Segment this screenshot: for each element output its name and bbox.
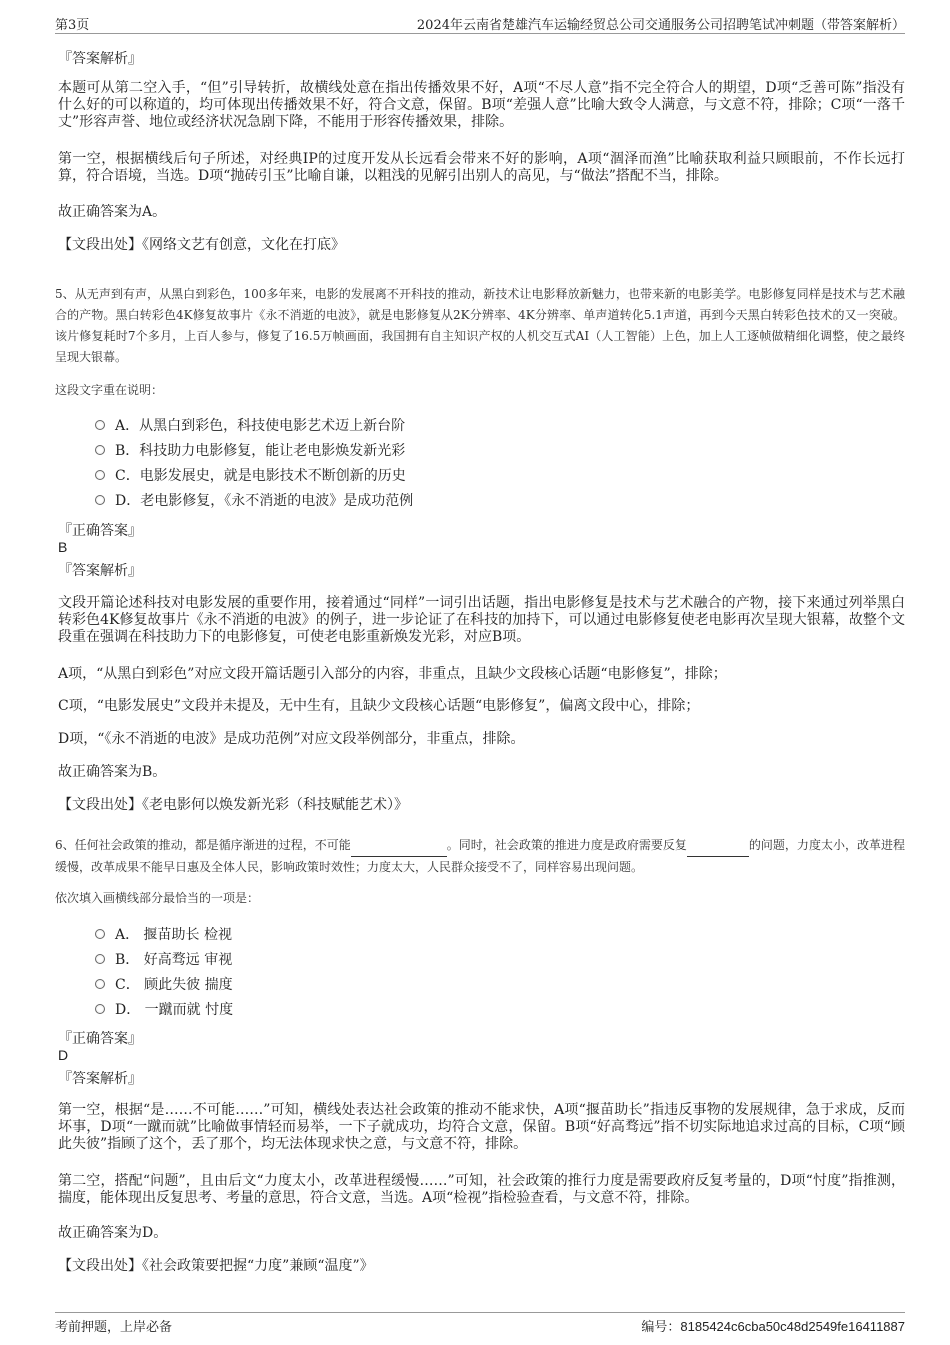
analysis-paragraph: 第一空，根据横线后句子所述，对经典IP的过度开发从长远看会带来不好的影响，A项“涸泽而渔”比喻获取利益只顾眼前，不作长远打算，符合语境，当选。D项“抛砖引玉”比喻自谦，以粗浅的见解引出别人的高见，与“做法”搭配不当，排除。 (58, 151, 905, 184)
question-5-option-a[interactable] (95, 415, 405, 435)
question-6-prompt: 依次填入画横线部分最恰当的一项是： (55, 891, 260, 905)
analysis-paragraph: D项，“《永不消逝的电波》是成功范例”对应文段举例部分，非重点，排除。 (58, 731, 525, 747)
analysis-paragraph: A项，“从黑白到彩色”对应文段开篇话题引入部分的内容，非重点，且缺少文段核心话题“电影修复”，排除； (58, 666, 727, 682)
question-6-option-b[interactable] (95, 949, 232, 969)
question-5-option-b[interactable] (95, 440, 405, 460)
answer-analysis-label: 『答案解析』 (58, 1071, 142, 1087)
option-label: D． 一蹴而就 忖度 (115, 1002, 234, 1018)
page-number: 第3页 (55, 18, 90, 33)
option-label: B．科技助力电影修复，能让老电影焕发新光彩 (115, 443, 406, 459)
radio-icon[interactable] (95, 979, 105, 989)
option-label: D．老电影修复，《永不消逝的电波》是成功范例 (115, 493, 414, 509)
document-title: 2024年云南省楚雄汽车运输经贸总公司交通服务公司招聘笔试冲刺题（带答案解析） (416, 18, 905, 33)
radio-icon[interactable] (95, 420, 105, 430)
analysis-paragraph: 本题可从第二空入手，“但”引导转折，故横线处意在指出传播效果不好，A项“不尽人意”指不完全符合人的期望，D项“乏善可陈”指没有什么好的可以称道的，均可体现出传播效果不好，符合文意，保留。B项“差强人意”比喻大致令人满意，与文意不符，排除；C项“一落千丈”形容声誉、地位或经济状况急剧下降，不能用于形容传播效果，排除。 (58, 80, 905, 130)
conclusion: 故正确答案为A。 (58, 204, 167, 220)
analysis-paragraph: 第一空，根据“是……不可能……”可知，横线处表达社会政策的推动不能求快，A项“揠苗助长”指违反事物的发展规律，急于求成，反而坏事，D项“一蹴而就”比喻做事情轻而易举，一下子就成功，均符合文意，保留。B项“好高骛远”指不切实际地追求过高的目标，C项“顾此失彼”指顾了这个，丢了那个，均无法体现求快之意，与文意不符，排除。 (58, 1102, 905, 1152)
source-citation: 【文段出处】《老电影何以焕发新光彩（科技赋能艺术）》 (58, 797, 408, 813)
option-label: C． 顾此失彼 揣度 (115, 977, 233, 993)
option-label: A．从黑白到彩色，科技使电影艺术迈上新台阶 (115, 418, 406, 434)
answer-analysis-label: 『答案解析』 (58, 563, 142, 579)
source-citation: 【文段出处】《社会政策要把握“力度”兼顾“温度”》 (58, 1258, 374, 1274)
question-6-text-part: 的问题，力度太小，改革进程缓慢，改革成果不能早日惠及全体人民，影响政策时效性；力度太大，人民群众接受不了，同样容易出现问题。 (55, 838, 905, 874)
option-label: C．电影发展史，就是电影技术不断创新的历史 (115, 468, 406, 484)
radio-icon[interactable] (95, 445, 105, 455)
document-body (55, 40, 905, 1302)
fill-blank (687, 835, 749, 857)
question-5-text: 5、从无声到有声，从黑白到彩色，100多年来，电影的发展离不开科技的推动，新技术让电影释放新魅力，也带来新的电影美学。电影修复同样是技术与艺术融合的产物。黑白转彩色4K修复故事片《永不消逝的电波》，就是电影修复从2K分辨率、4K分辨率、单声道转化5.1声道，再到今天黑白转彩色技术的又一突破。该片修复耗时7个多月，上百人参与，修复了16.5万帧画面，我国拥有自主知识产权的人机交互式AI（人工智能）上色，加上人工逐帧做精细化调整，使之最终呈现大银幕。 (55, 287, 905, 364)
radio-icon[interactable] (95, 1004, 105, 1014)
question-6-option-a[interactable] (95, 924, 232, 944)
question-6-text-part: 。同时，社会政策的推进力度是政府需要反复 (446, 838, 687, 852)
fill-blank (351, 835, 447, 857)
option-label: A． 揠苗助长 检视 (115, 927, 233, 943)
footer-slogan: 考前押题，上岸必备 (55, 1320, 173, 1335)
analysis-paragraph: 第二空，搭配“问题”，且由后文“力度太小，改革进程缓慢……”可知，社会政策的推行力度是需要政府反复考量的，D项“忖度”指推测，揣度，能体现出反复思考、考量的意思，符合文意，当选。A项“检视”指检验查看，与文意不符，排除。 (58, 1173, 905, 1206)
radio-icon[interactable] (95, 954, 105, 964)
correct-answer-label: 『正确答案』 (58, 523, 142, 539)
question-5-option-d[interactable] (95, 490, 413, 510)
document-id: 编号：8185424c6cba50c48d2549fe16411887 (641, 1319, 905, 1334)
source-citation: 【文段出处】《网络文艺有创意，文化在打底》 (58, 237, 345, 253)
question-5-option-c[interactable] (95, 465, 406, 485)
question-6-option-c[interactable] (95, 974, 233, 994)
radio-icon[interactable] (95, 929, 105, 939)
conclusion: 故正确答案为D。 (58, 1225, 168, 1241)
option-label: B． 好高骛远 审视 (115, 952, 233, 968)
analysis-paragraph: C项，“电影发展史”文段并未提及，无中生有，且缺少文段核心话题“电影修复”，偏离文段中心，排除； (58, 698, 700, 714)
answer-analysis-label: 『答案解析』 (58, 51, 142, 67)
analysis-paragraph: 文段开篇论述科技对电影发展的重要作用，接着通过“同样”一词引出话题，指出电影修复是技术与艺术融合的产物，接下来通过列举黑白转彩色4K修复故事片《永不消逝的电波》的例子，进一步论证了在科技的加持下，可以通过电影修复使老电影再次呈现大银幕，故整个文段重在强调在科技助力下的电影修复，可使老电影重新焕发光彩，对应B项。 (58, 595, 905, 645)
question-6-option-d[interactable] (95, 999, 233, 1019)
question-6-text (55, 835, 905, 878)
page-footer (55, 1312, 905, 1334)
question-5-prompt: 这段文字重在说明： (55, 383, 164, 397)
correct-answer-value: B (58, 539, 68, 555)
conclusion: 故正确答案为B。 (58, 764, 167, 780)
radio-icon[interactable] (95, 495, 105, 505)
page-header (55, 14, 905, 34)
radio-icon[interactable] (95, 470, 105, 480)
correct-answer-label: 『正确答案』 (58, 1031, 142, 1047)
correct-answer-value: D (58, 1047, 69, 1063)
question-6-text-part: 6、任何社会政策的推动，都是循序渐进的过程，不可能 (55, 838, 351, 852)
